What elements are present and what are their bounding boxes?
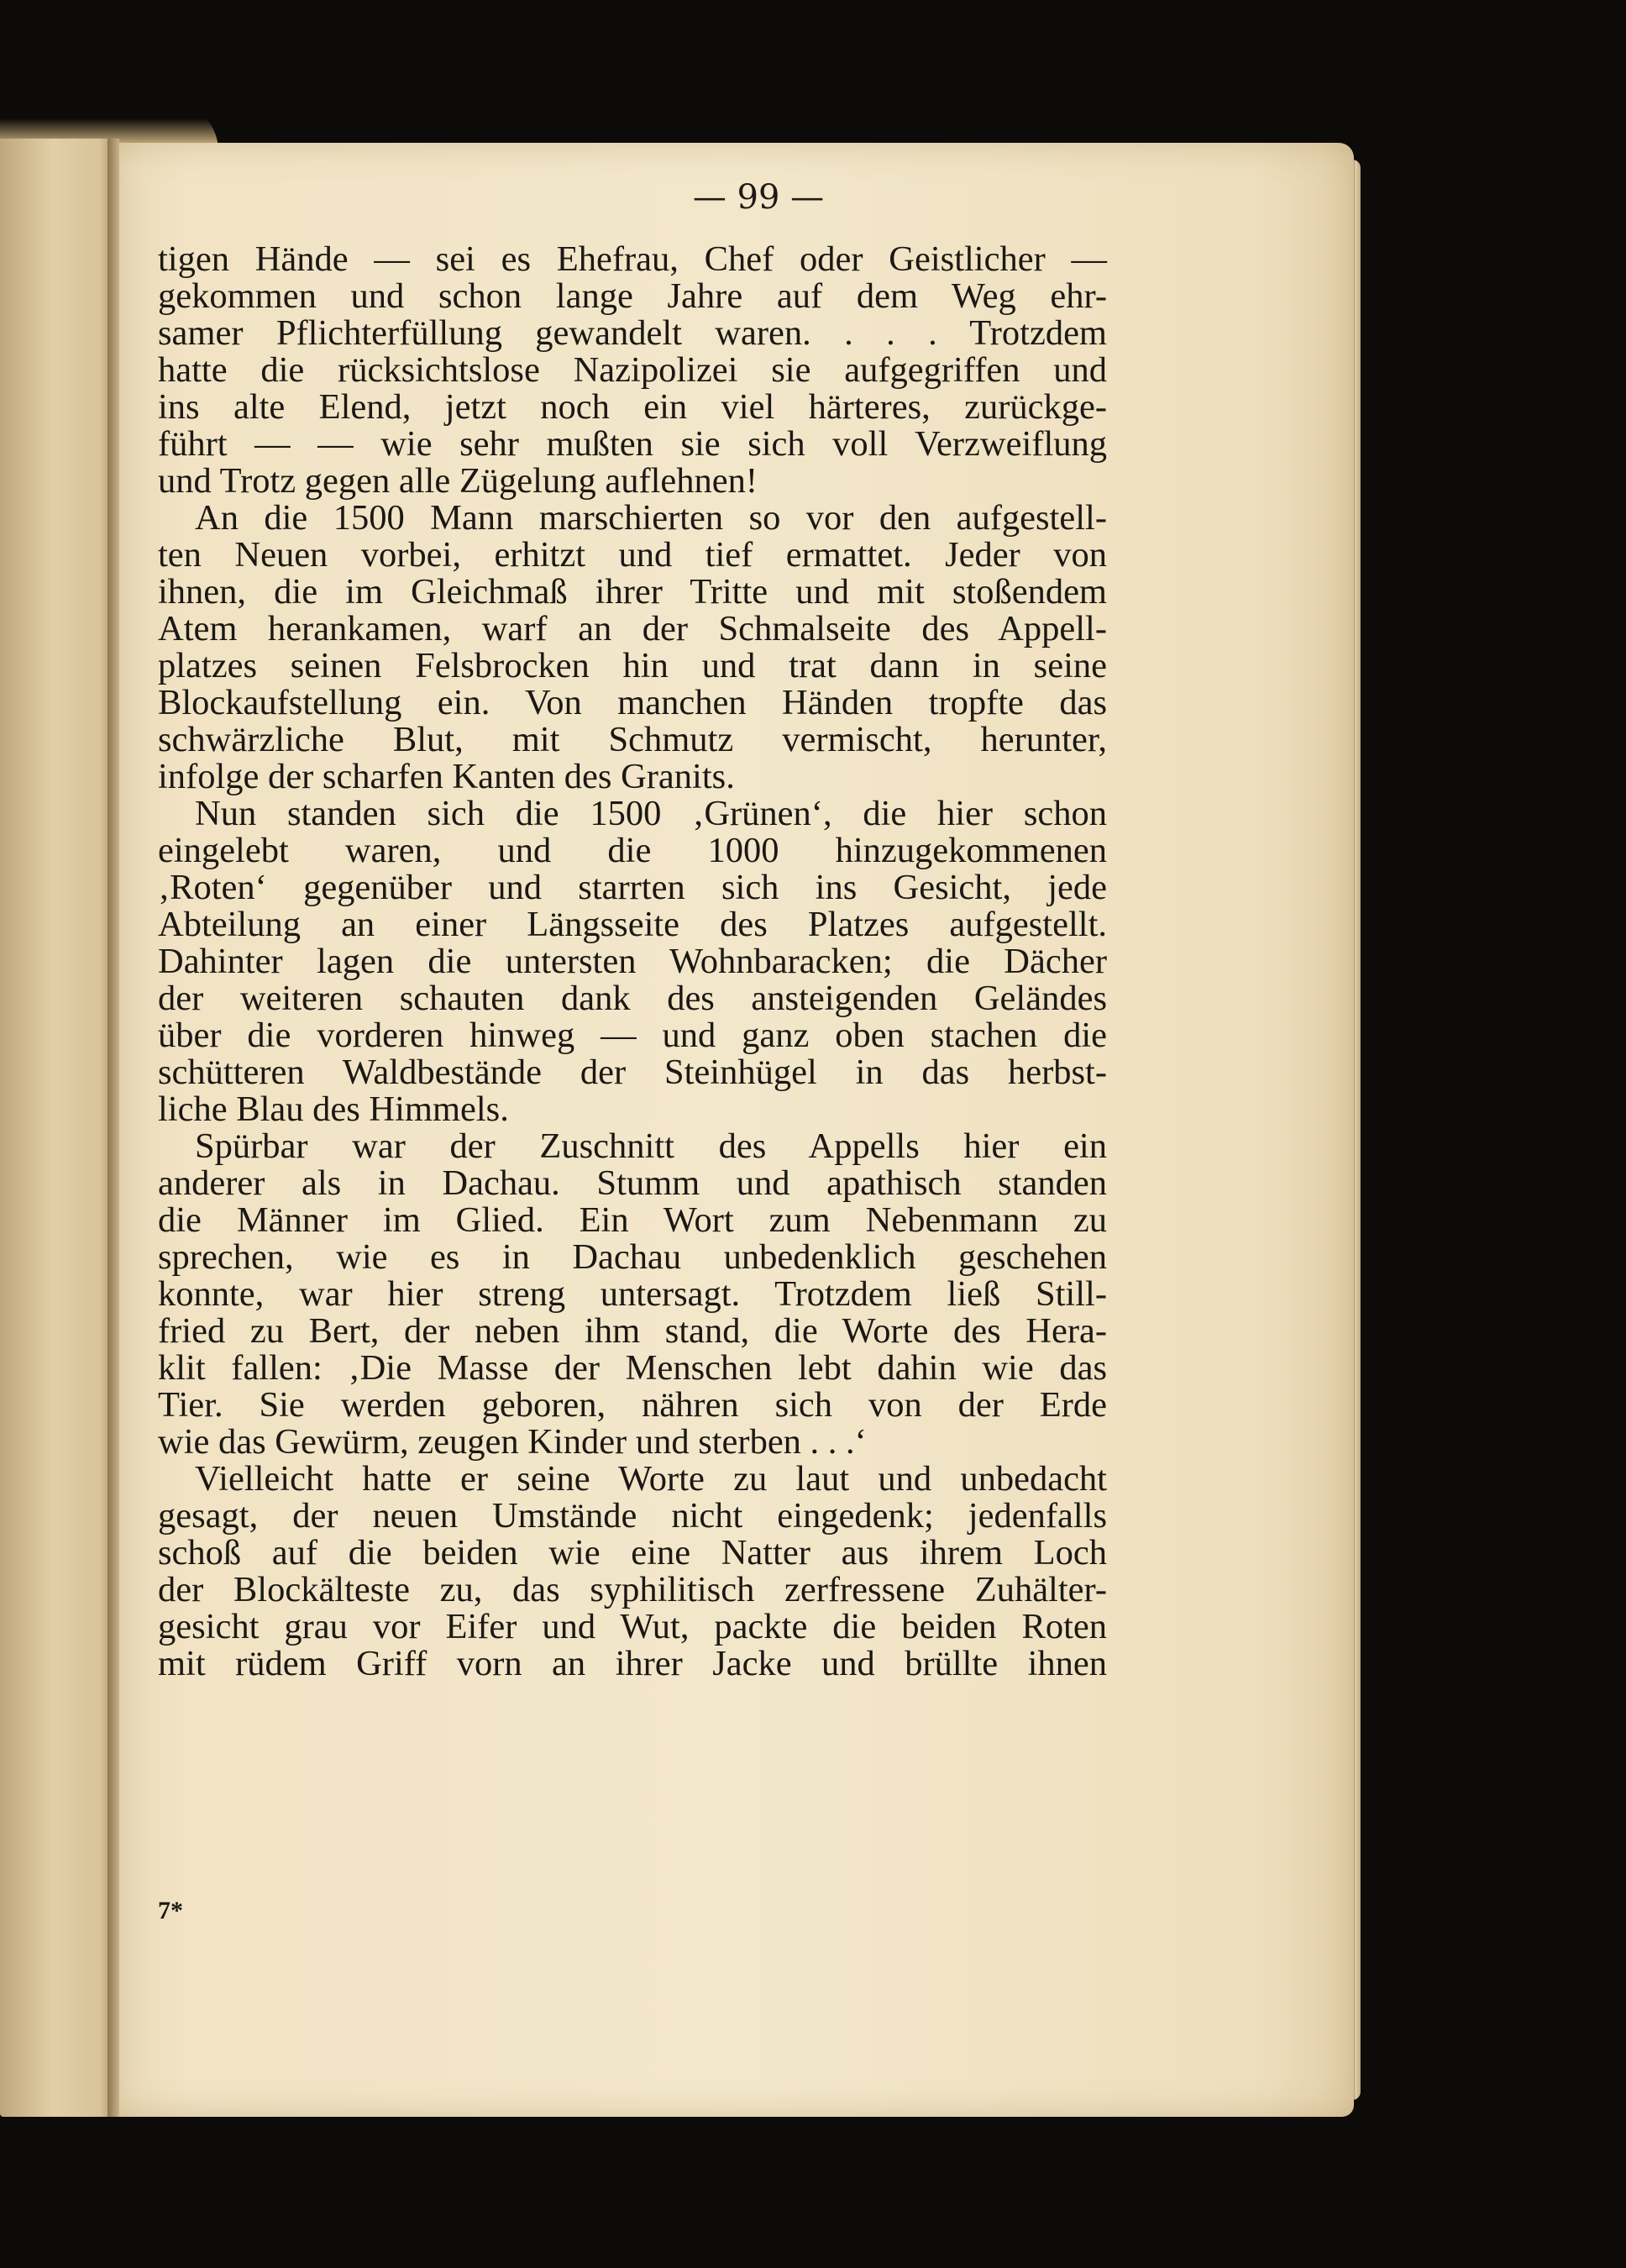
body-text (158, 241, 1107, 1683)
text-line: wie das Gewürm, zeugen Kinder und sterben . . .‘ (158, 1422, 867, 1462)
text-line: schütteren Waldbestände der Steinhügel in das herbst- (158, 1053, 1107, 1092)
left-page-margin (0, 139, 118, 2117)
text-line: führt — — wie sehr mußten sie sich voll Verzweiflung (158, 424, 1107, 464)
text-line: konnte, war hier streng untersagt. Trotzdem ließ Still- (158, 1274, 1107, 1314)
text-line: fried zu Bert, der neben ihm stand, die Worte des Hera- (158, 1311, 1107, 1351)
paragraph (158, 1461, 1107, 1683)
paragraph (158, 500, 1107, 795)
paragraph (158, 241, 1107, 500)
paragraph (158, 795, 1107, 1128)
book-gutter (108, 139, 119, 2117)
text-line: schwärzliche Blut, mit Schmutz vermischt, herunter, (158, 720, 1107, 759)
text-line: Spürbar war der Zuschnitt des Appells hier ein (195, 1126, 1107, 1166)
text-line: infolge der scharfen Kanten des Granits. (158, 757, 735, 796)
page-number: — 99 — (692, 178, 825, 217)
text-line: Blockaufstellung ein. Von manchen Händen tropfte das (158, 683, 1107, 722)
text-line: sprechen, wie es in Dachau unbedenklich geschehen (158, 1237, 1107, 1277)
text-line: Dahinter lagen die untersten Wohnbaracken; die Dächer (158, 942, 1107, 981)
text-line: ins alte Elend, jetzt noch ein viel härteres, zurückge- (158, 387, 1107, 427)
text-line: und Trotz gegen alle Zügelung auflehnen! (158, 461, 758, 501)
text-line: die Männer im Glied. Ein Wort zum Nebenmann zu (158, 1200, 1107, 1240)
text-line: tigen Hände — sei es Ehefrau, Chef oder Geistlicher — (158, 239, 1107, 279)
paragraph (158, 1128, 1107, 1461)
text-line: schoß auf die beiden wie eine Natter aus ihrem Loch (158, 1533, 1107, 1572)
text-line: gekommen und schon lange Jahre auf dem Weg ehr- (158, 276, 1107, 316)
text-line: eingelebt waren, und die 1000 hinzugekommenen (158, 831, 1107, 870)
text-line: Vielleicht hatte er seine Worte zu laut und unbedacht (195, 1459, 1107, 1499)
text-line: Nun standen sich die 1500 ‚Grünen‘, die hier schon (195, 794, 1107, 833)
text-line: anderer als in Dachau. Stumm und apathisch standen (158, 1163, 1107, 1203)
text-line: ‚Roten‘ gegenüber und starrten sich ins Gesicht, jede (158, 868, 1107, 907)
text-line: ihnen, die im Gleichmaß ihrer Tritte und mit stoßendem (158, 572, 1107, 612)
text-line: samer Pflichterfüllung gewandelt waren. . . . Trotzdem (158, 313, 1107, 353)
text-line: platzes seinen Felsbrocken hin und trat dann in seine (158, 646, 1107, 685)
text-line: mit rüdem Griff vorn an ihrer Jacke und brüllte ihnen (158, 1644, 1107, 1683)
text-line: der Blockälteste zu, das syphilitisch zerfressene Zuhälter- (158, 1570, 1107, 1609)
text-line: ten Neuen vorbei, erhitzt und tief ermattet. Jeder von (158, 535, 1107, 575)
text-line: liche Blau des Himmels. (158, 1089, 509, 1129)
text-line: gesagt, der neuen Umstände nicht eingedenk; jedenfalls (158, 1496, 1107, 1536)
text-line: der weiteren schauten dank des ansteigenden Geländes (158, 979, 1107, 1018)
text-line: Abteilung an einer Längsseite des Platzes aufgestellt. (158, 905, 1107, 944)
text-line: hatte die rücksichtslose Nazipolizei sie aufgegriffen und (158, 350, 1107, 390)
text-line: An die 1500 Mann marschierten so vor den aufgestell- (195, 498, 1107, 538)
printer-signature-mark: 7* (158, 1897, 183, 1924)
text-line: Tier. Sie werden geboren, nähren sich von der Erde (158, 1385, 1107, 1425)
text-line: gesicht grau vor Eifer und Wut, packte die beiden Roten (158, 1607, 1107, 1646)
text-line: Atem herankamen, warf an der Schmalseite des Appell- (158, 609, 1107, 648)
text-line: über die vorderen hinweg — und ganz oben stachen die (158, 1016, 1107, 1055)
text-line: klit fallen: ‚Die Masse der Menschen lebt dahin wie das (158, 1348, 1107, 1388)
